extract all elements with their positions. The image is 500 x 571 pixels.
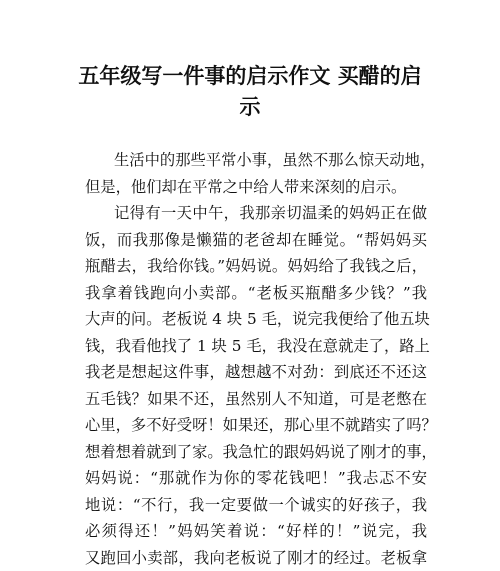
- text-line: 五毛钱？如果不还，虽然别人不知道，可是老憋在: [85, 386, 427, 413]
- text-line: 必须得还！”妈妈笑着说：“好样的！”说完，我: [85, 518, 427, 545]
- text-line: 钱，我看他找了 1 块 5 毛，我没在意就走了，路上: [85, 333, 427, 360]
- text-line: 我拿着钱跑向小卖部。“老板买瓶醋多少钱？”我: [85, 280, 427, 307]
- text-line: 心里，多不好受呀！如果还，那心里不就踏实了吗？: [85, 412, 427, 439]
- text-line: 妈妈说：“那就作为你的零花钱吧！”我忐忑不安: [85, 465, 427, 492]
- text-line: 地说：“不行，我一定要做一个诚实的好孩子，我: [85, 492, 427, 519]
- text-line: 饭，而我那像是懒猫的老爸却在睡觉。“帮妈妈买: [85, 227, 427, 254]
- paragraph: [85, 200, 427, 571]
- text-line: 瓶醋去，我给你钱。”妈妈说。妈妈给了我钱之后，: [85, 253, 427, 280]
- text-line: 又跑回小卖部，我向老板说了刚才的经过。老板拿: [85, 545, 427, 571]
- text-line: 我老是想起这件事，越想越不对劲：到底还不还这: [85, 359, 427, 386]
- document-title: [62, 61, 438, 123]
- title-line: 示: [62, 92, 438, 123]
- text-line: 大声的问。老板说 4 块 5 毛，说完我便给了他五块: [85, 306, 427, 333]
- text-line: 记得有一天中午，我那亲切温柔的妈妈正在做: [85, 200, 427, 227]
- text-line: 但是，他们却在平常之中给人带来深刻的启示。: [85, 174, 427, 201]
- document-body: [85, 147, 427, 571]
- title-line: 五年级写一件事的启示作文 买醋的启: [62, 61, 438, 92]
- text-line: 想着想着就到了家。我急忙的跟妈妈说了刚才的事，: [85, 439, 427, 466]
- paragraph: [85, 147, 427, 200]
- text-line: 生活中的那些平常小事，虽然不那么惊天动地，: [85, 147, 427, 174]
